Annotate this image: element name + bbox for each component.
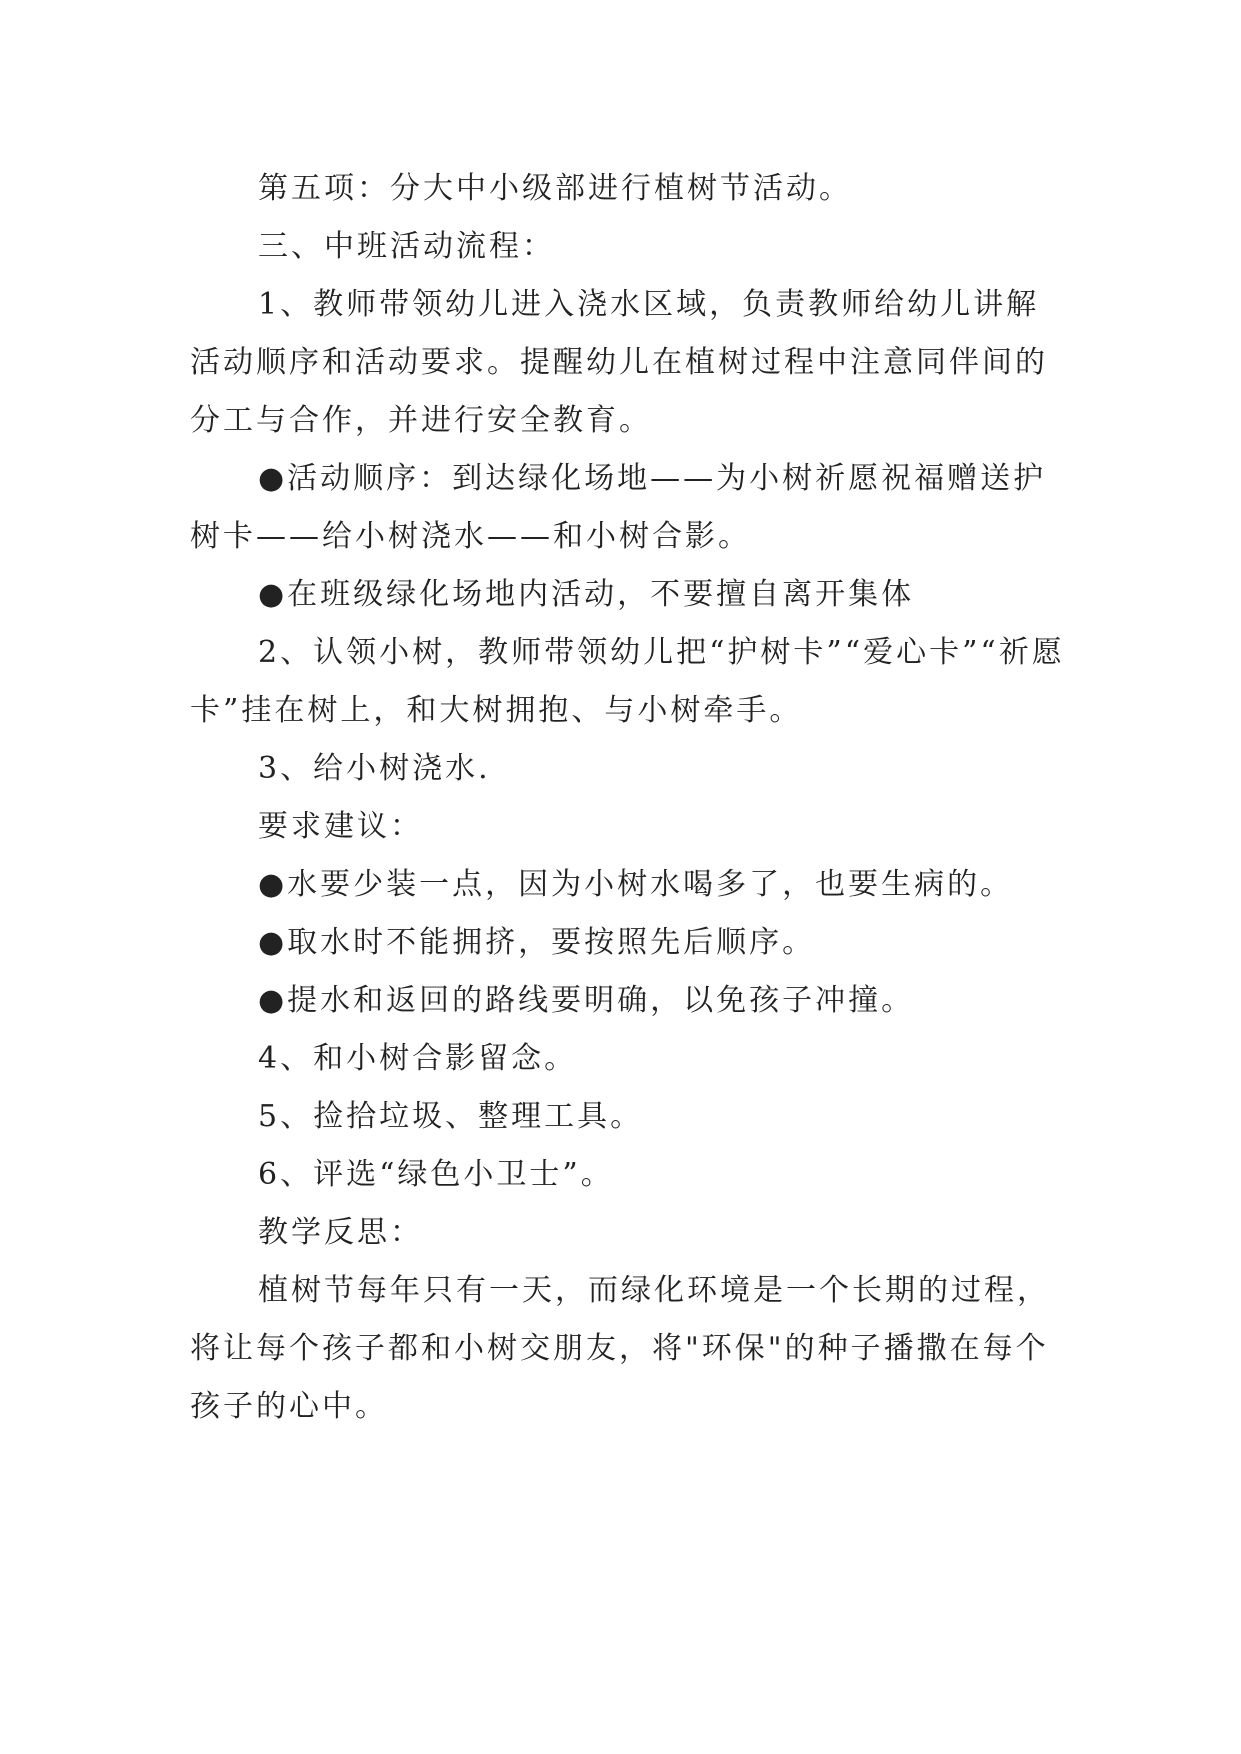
step-2-paragraph: 2、认领小树，教师带领幼儿把“护树卡”“爱心卡”“祈愿卡”挂在树上，和大树拥抱、与小树牵手。 [190, 635, 1065, 728]
step-6-paragraph: 6、评选“绿色小卫士”。 [258, 1157, 614, 1192]
step-3-paragraph: 3、给小树浇水. [258, 751, 491, 786]
step-4-paragraph: 4、和小树合影留念。 [258, 1041, 578, 1076]
step-5-paragraph: 5、捡拾垃圾、整理工具。 [258, 1099, 644, 1134]
bullet-activity-order: ●活动顺序：到达绿化场地——为小树祈愿祝福赠送护树卡——给小树浇水——和小树合影。 [190, 461, 1047, 554]
document-body [190, 160, 1070, 1436]
reflection-heading: 教学反思： [258, 1215, 423, 1250]
reflection-paragraph: 植树节每年只有一天，而绿化环境是一个长期的过程，将让每个孩子都和小树交朋友，将"环保"的种子播撒在每个孩子的心中。 [190, 1273, 1050, 1424]
requirements-heading: 要求建议： [258, 809, 423, 844]
bullet-stay-in-area: ●在班级绿化场地内活动，不要擅自离开集体 [258, 577, 915, 612]
paragraph-item-5-activity: 第五项：分大中小级部进行植树节活动。 [258, 171, 852, 206]
bullet-clear-route: ●提水和返回的路线要明确，以免孩子冲撞。 [258, 983, 915, 1018]
bullet-less-water: ●水要少装一点，因为小树水喝多了，也要生病的。 [258, 867, 1014, 902]
bullet-no-crowding: ●取水时不能拥挤，要按照先后顺序。 [258, 925, 816, 960]
section-heading-middle-class-process: 三、中班活动流程： [258, 229, 555, 264]
step-1-paragraph: 1、教师带领幼儿进入浇水区域，负责教师给幼儿讲解活动顺序和活动要求。提醒幼儿在植树过程中注意同伴间的分工与合作，并进行安全教育。 [190, 287, 1048, 438]
